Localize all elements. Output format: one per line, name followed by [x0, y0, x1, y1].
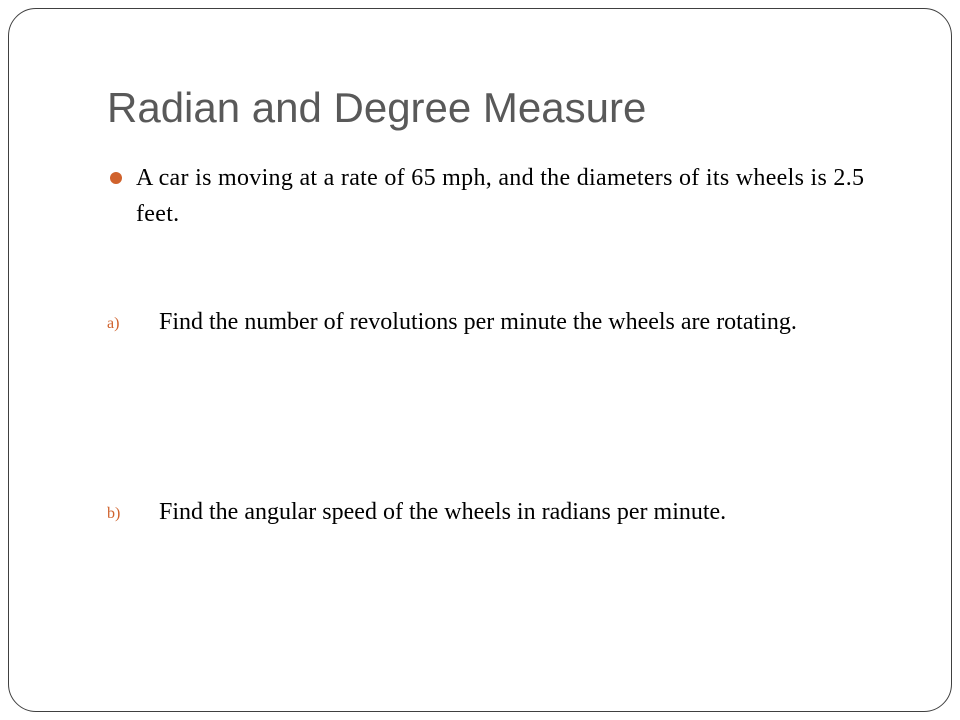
slide-title: Radian and Degree Measure — [107, 84, 647, 131]
bullet-dot-icon — [110, 172, 122, 184]
question-b-marker: b) — [107, 505, 121, 522]
question-a-text: Find the number of revolutions per minute the wheels are rotating. — [159, 309, 797, 335]
bullet-text: A car is moving at a rate of 65 mph, and the diameters of its wheels is 2.5 feet. — [136, 165, 865, 227]
question-a-marker: a) — [107, 315, 120, 332]
question-b-text: Find the angular speed of the wheels in radians per minute. — [159, 499, 727, 525]
question-a — [107, 304, 907, 340]
bullet-item — [108, 160, 898, 232]
problem-statement — [108, 160, 898, 232]
question-b — [107, 494, 907, 530]
